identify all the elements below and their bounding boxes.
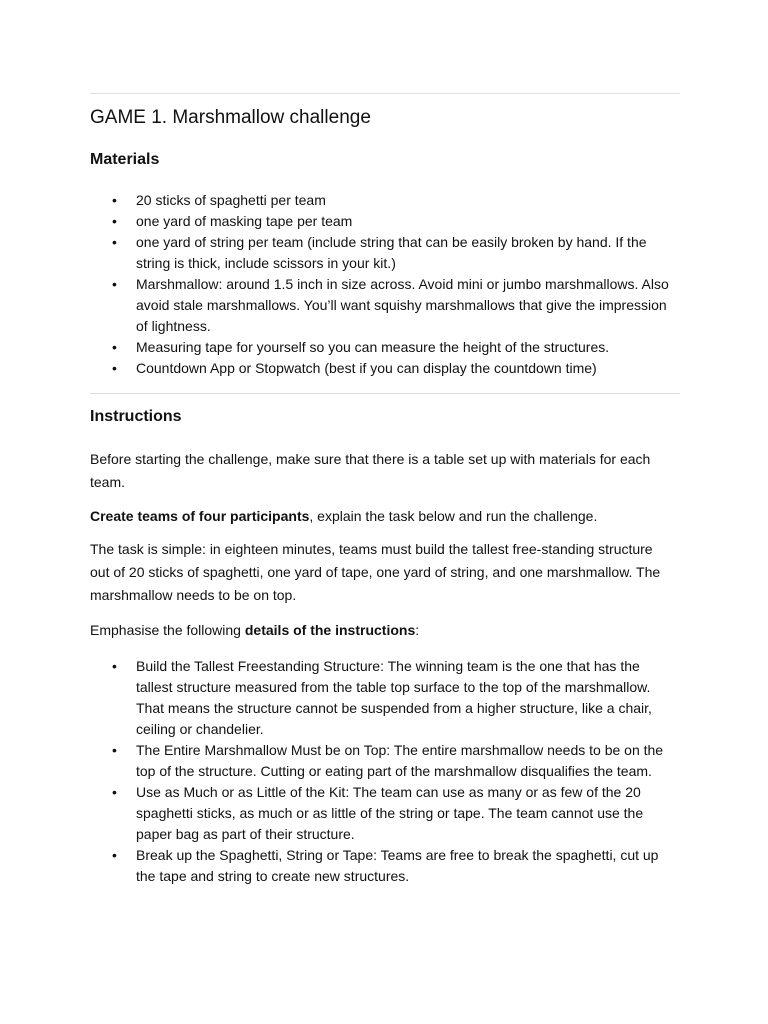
teams-paragraph: Create teams of four participants, explain the task below and run the challenge. [90,508,598,524]
bullet-icon: • [112,784,117,800]
materials-list [90,190,680,379]
section-divider [90,393,680,394]
bullet-icon: • [112,276,117,292]
bullet-icon: • [112,213,117,229]
emphasise-paragraph: Emphasise the following details of the instructions: [90,622,420,638]
list-item: • one yard of string per team (include string that can be easily broken by hand. If the string is thick, include scissors in your kit.) [112,234,647,271]
bullet-icon: • [112,847,117,863]
bullet-icon: • [112,234,117,250]
bullet-icon: • [112,360,117,376]
bullet-icon: • [112,742,117,758]
list-item: • Use as Much or as Little of the Kit: The team can use as many or as few of the 20 spaghetti sticks, as much or as little of the string or tape. The team cannot use the paper bag as part of their structure. [112,784,644,842]
setup-paragraph: Before starting the challenge, make sure that there is a table set up with materials for each team. [90,451,651,490]
list-item: • one yard of masking tape per team [90,211,680,232]
game-title: GAME 1. Marshmallow challenge [90,107,371,128]
list-item: • Build the Tallest Freestanding Structure: The winning team is the one that has the tallest structure measured from the table top surface to the top of the marshmallow. That means the structure cannot be suspended from a higher structure, like a chair, ceiling or chandelier. [112,658,652,737]
top-divider [90,93,680,94]
bullet-icon: • [112,658,117,674]
bullet-icon: • [112,192,117,208]
list-item: • The Entire Marshmallow Must be on Top: The entire marshmallow needs to be on the top of the structure. Cutting or eating part of the marshmallow disqualifies the team. [112,742,664,779]
list-item: • Measuring tape for yourself so you can measure the height of the structures. [90,337,680,358]
materials-heading: Materials [90,151,160,168]
list-item: • Marshmallow: around 1.5 inch in size across. Avoid mini or jumbo marshmallows. Also avoid stale marshmallows. You’ll want squishy marshmallows that give the impression of lightness. [112,276,669,334]
list-item: • 20 sticks of spaghetti per team [90,190,680,211]
list-item: • Countdown App or Stopwatch (best if you can display the countdown time) [90,358,680,379]
list-item: • Break up the Spaghetti, String or Tape: Teams are free to break the spaghetti, cut up the tape and string to create new structures. [112,847,659,884]
bullet-icon: • [112,339,117,355]
task-paragraph: The task is simple: in eighteen minutes, teams must build the tallest free-standing structure out of 20 sticks of spaghetti, one yard of tape, one yard of string, and one marshmallow. The marshmallow needs to be on top. [90,541,661,603]
instructions-heading: Instructions [90,408,182,425]
details-list [90,656,680,887]
